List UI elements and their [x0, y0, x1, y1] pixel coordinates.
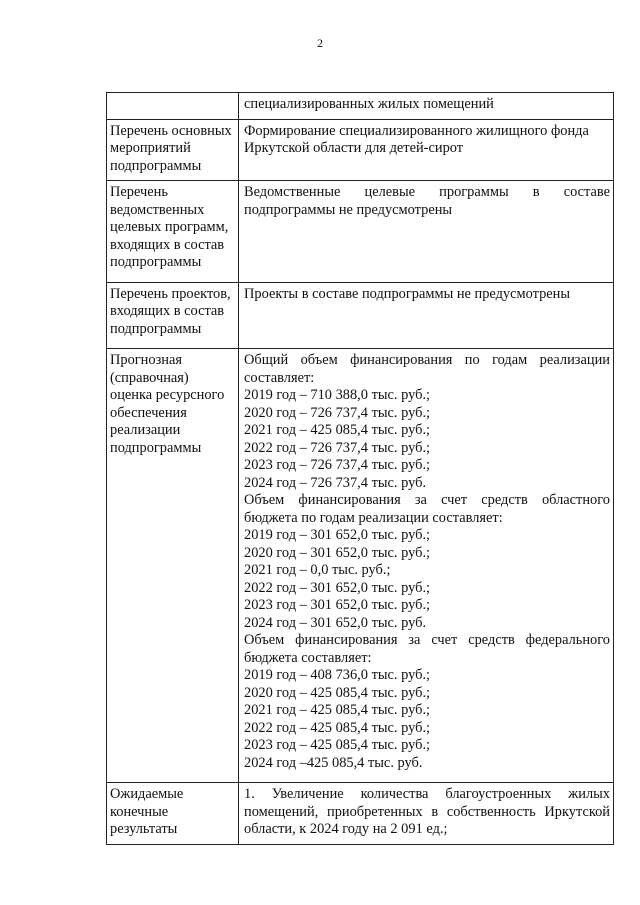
funding-federal-year: 2022 год – 425 085,4 тыс. руб.;: [244, 719, 431, 736]
funding-total-year: 2020 год – 726 737,4 тыс. руб.;: [244, 404, 431, 421]
row-value-main-activities: Формирование специализированного жилищного фонда Иркутской области для детей-сирот: [239, 119, 614, 181]
funding-total-year: 2023 год – 726 737,4 тыс. руб.;: [244, 457, 431, 473]
row-label-expected-results: Ожидаемые конечные результаты: [107, 783, 239, 845]
funding-federal-year: 2020 год – 425 085,4 тыс. руб.;: [244, 684, 431, 701]
row-value-expected-results: 1. Увеличение количества благоустроенных жилых помещений, приобретенных в собственность Иркутской области, к 2024 году на 2 091 ед.;: [239, 783, 614, 845]
funding-total-year: 2022 год – 726 737,4 тыс. руб.;: [244, 439, 431, 456]
subprogram-passport-table: [106, 92, 614, 845]
funding-total-intro: Общий объем финансирования по годам реализации составляет:: [244, 352, 610, 386]
funding-federal-year: 2023 год – 425 085,4 тыс. руб.;: [244, 737, 431, 753]
row-label-main-activities: Перечень основных мероприятий подпрограммы: [107, 119, 239, 181]
funding-regional-intro: Объем финансирования за счет средств областного бюджета по годам реализации составляет:: [244, 492, 610, 526]
funding-total-year: 2021 год – 425 085,4 тыс. руб.;: [244, 422, 431, 438]
funding-regional-year: 2020 год – 301 652,0 тыс. руб.;: [244, 544, 431, 561]
funding-federal-year: 2024 год –425 085,4 тыс. руб.: [244, 754, 423, 771]
funding-regional-year: 2019 год – 301 652,0 тыс. руб.;: [244, 527, 431, 543]
funding-federal-year: 2019 год – 408 736,0 тыс. руб.;: [244, 667, 431, 683]
table-row: [107, 349, 614, 783]
row-value-projects: Проекты в составе подпрограммы не предусмотрены: [239, 282, 614, 349]
table-row: [107, 181, 614, 283]
row-value: специализированных жилых помещений: [239, 93, 614, 120]
table-row: [107, 282, 614, 349]
funding-cell: [239, 349, 614, 783]
funding-total-year: 2019 год – 710 388,0 тыс. руб.;: [244, 387, 431, 403]
funding-regional-year: 2021 год – 0,0 тыс. руб.;: [244, 562, 391, 578]
table-row: [107, 93, 614, 120]
row-label-departmental-programs: Перечень ведомственных целевых программ, входящих в состав подпрограммы: [107, 181, 239, 283]
row-value-departmental-programs: Ведомственные целевые программы в составе подпрограммы не предусмотрены: [239, 181, 614, 283]
funding-federal-intro: Объем финансирования за счет средств федерального бюджета составляет:: [244, 632, 610, 666]
row-label-funding: Прогнозная (справочная) оценка ресурсного обеспечения реализации подпрограммы: [107, 349, 239, 783]
page-number: 2: [317, 36, 323, 50]
table-row: [107, 119, 614, 181]
funding-total-year: 2024 год – 726 737,4 тыс. руб.: [244, 474, 427, 491]
funding-regional-year: 2022 год – 301 652,0 тыс. руб.;: [244, 579, 431, 596]
funding-regional-year: 2024 год – 301 652,0 тыс. руб.: [244, 614, 427, 631]
funding-federal-year: 2021 год – 425 085,4 тыс. руб.;: [244, 702, 431, 718]
row-label-projects: Перечень проектов, входящих в состав подпрограммы: [107, 282, 239, 349]
table-row: [107, 783, 614, 845]
funding-regional-year: 2023 год – 301 652,0 тыс. руб.;: [244, 597, 431, 613]
row-label: [107, 93, 239, 120]
